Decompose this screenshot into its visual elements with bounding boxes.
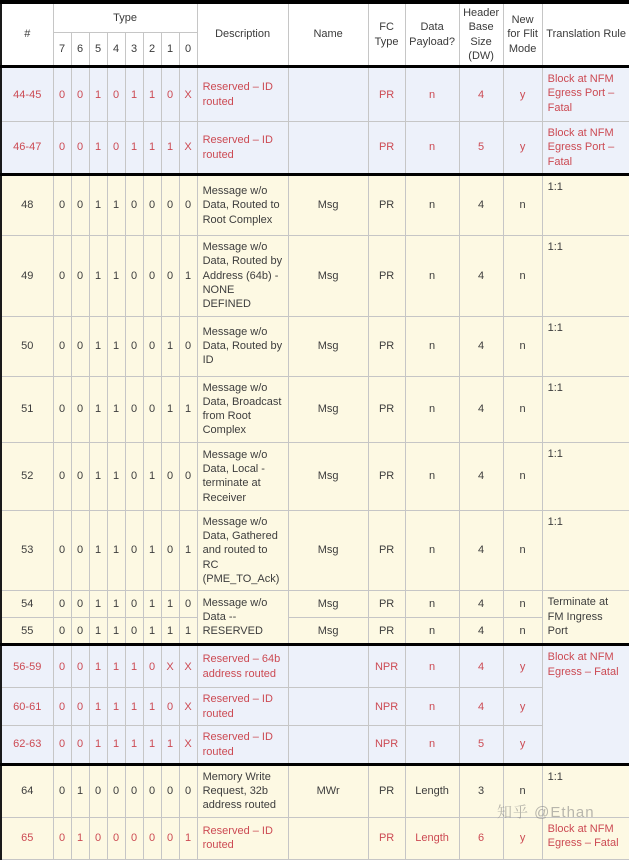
bit-cell: 0 <box>125 591 143 618</box>
bit-cell: 0 <box>125 764 143 817</box>
description-cell: Message w/o Data, Broadcast from Root Complex <box>197 376 288 442</box>
header-size-cell: 6 <box>459 817 503 859</box>
translation-rule-cell: 1:1 <box>542 175 629 236</box>
name-cell: Msg <box>288 236 368 316</box>
row-id-cell: 52 <box>1 442 53 510</box>
description-cell: Message w/o Data, Local - terminate at Receiver <box>197 442 288 510</box>
bit-cell: 1 <box>107 510 125 590</box>
bit-cell: 0 <box>53 817 71 859</box>
fc-type-cell: PR <box>368 510 405 590</box>
translation-rule-cell: 1:1 <box>542 236 629 316</box>
bit-cell: 0 <box>53 618 71 645</box>
bit-cell: 0 <box>161 175 179 236</box>
data-payload-cell: n <box>405 442 459 510</box>
row-id-cell: 46-47 <box>1 122 53 175</box>
col-header-bit-6: 6 <box>71 33 89 67</box>
data-payload-cell: n <box>405 67 459 122</box>
bit-cell: 0 <box>71 591 89 618</box>
name-cell <box>288 726 368 765</box>
table-header <box>1 2 629 67</box>
bit-cell: 0 <box>53 175 71 236</box>
bit-cell: 1 <box>125 122 143 175</box>
translation-rule-cell: 1:1 <box>542 510 629 590</box>
bit-cell: 1 <box>71 764 89 817</box>
bit-cell: 0 <box>71 175 89 236</box>
bit-cell: 0 <box>71 726 89 765</box>
bit-cell: 1 <box>143 726 161 765</box>
description-cell: Reserved – ID routed <box>197 67 288 122</box>
bit-cell: 0 <box>179 442 197 510</box>
fc-type-cell: PR <box>368 175 405 236</box>
flit-mode-cell: n <box>503 510 542 590</box>
flit-mode-cell: y <box>503 726 542 765</box>
header-size-cell: 4 <box>459 67 503 122</box>
name-cell: Msg <box>288 618 368 645</box>
table-row <box>1 376 629 442</box>
description-cell: Message w/o Data -- RESERVED <box>197 591 288 645</box>
row-id-cell: 54 <box>1 591 53 618</box>
bit-cell: 0 <box>161 67 179 122</box>
bit-cell: 1 <box>125 645 143 688</box>
bit-cell: 0 <box>71 618 89 645</box>
header-size-cell: 5 <box>459 726 503 765</box>
name-cell <box>288 122 368 175</box>
name-cell <box>288 688 368 726</box>
bit-cell: 1 <box>107 618 125 645</box>
flit-mode-cell: n <box>503 376 542 442</box>
flit-mode-cell: n <box>503 618 542 645</box>
bit-cell: 1 <box>179 618 197 645</box>
description-cell: Message w/o Data, Routed to Root Complex <box>197 175 288 236</box>
row-id-cell: 49 <box>1 236 53 316</box>
bit-cell: 0 <box>71 316 89 376</box>
row-id-cell: 64 <box>1 764 53 817</box>
description-cell: Reserved – ID routed <box>197 817 288 859</box>
description-cell: Memory Write Request, 32b address routed <box>197 764 288 817</box>
data-payload-cell: n <box>405 316 459 376</box>
header-size-cell: 4 <box>459 376 503 442</box>
bit-cell: 0 <box>161 442 179 510</box>
row-id-cell: 51 <box>1 376 53 442</box>
watermark: 知乎 @Ethan <box>497 804 595 821</box>
description-cell: Message w/o Data, Routed by Address (64b) - NONE DEFINED <box>197 236 288 316</box>
bit-cell: 0 <box>161 764 179 817</box>
row-id-cell: 53 <box>1 510 53 590</box>
bit-cell: 1 <box>89 726 107 765</box>
col-header-new-for-flit-mode: New for Flit Mode <box>503 2 542 67</box>
table-row <box>1 688 629 726</box>
translation-rule-cell: 1:1 <box>542 376 629 442</box>
table-row <box>1 316 629 376</box>
bit-cell: 1 <box>89 591 107 618</box>
table-row <box>1 764 629 817</box>
table-body <box>1 67 629 860</box>
bit-cell: 1 <box>89 442 107 510</box>
bit-cell: 0 <box>143 175 161 236</box>
col-header-bit-5: 5 <box>89 33 107 67</box>
bit-cell: 0 <box>71 510 89 590</box>
bit-cell: X <box>179 645 197 688</box>
bit-cell: 1 <box>89 175 107 236</box>
bit-cell: 0 <box>53 236 71 316</box>
bit-cell: 0 <box>53 591 71 618</box>
bit-cell: 0 <box>89 817 107 859</box>
bit-cell: 0 <box>53 645 71 688</box>
bit-cell: 1 <box>179 376 197 442</box>
data-payload-cell: Length <box>405 817 459 859</box>
table-row <box>1 726 629 765</box>
translation-rule-cell: 1:1 <box>542 442 629 510</box>
data-payload-cell: n <box>405 726 459 765</box>
flit-mode-cell: y <box>503 817 542 859</box>
bit-cell: 1 <box>107 688 125 726</box>
row-id-cell: 60-61 <box>1 688 53 726</box>
bit-cell: 1 <box>89 645 107 688</box>
fc-type-cell: PR <box>368 817 405 859</box>
table-row <box>1 236 629 316</box>
table-row <box>1 122 629 175</box>
bit-cell: 0 <box>143 316 161 376</box>
flit-mode-cell: n <box>503 591 542 618</box>
table-row <box>1 817 629 859</box>
bit-cell: X <box>179 122 197 175</box>
bit-cell: 0 <box>71 67 89 122</box>
bit-cell: 0 <box>125 817 143 859</box>
translation-rule-cell: Block at NFM Egress – Fatal <box>542 817 629 859</box>
name-cell: Msg <box>288 442 368 510</box>
name-cell: Msg <box>288 175 368 236</box>
name-cell <box>288 67 368 122</box>
bit-cell: 1 <box>125 688 143 726</box>
bit-cell: 0 <box>53 67 71 122</box>
bit-cell: 0 <box>125 236 143 316</box>
data-payload-cell: n <box>405 510 459 590</box>
bit-cell: 0 <box>53 376 71 442</box>
bit-cell: 1 <box>89 122 107 175</box>
table-row <box>1 591 629 618</box>
fc-type-cell: NPR <box>368 688 405 726</box>
header-size-cell: 4 <box>459 442 503 510</box>
fc-type-cell: PR <box>368 618 405 645</box>
bit-cell: 0 <box>179 175 197 236</box>
header-size-cell: 4 <box>459 688 503 726</box>
bit-cell: 0 <box>71 376 89 442</box>
bit-cell: 0 <box>107 817 125 859</box>
header-size-cell: 4 <box>459 618 503 645</box>
row-id-cell: 65 <box>1 817 53 859</box>
bit-cell: 0 <box>53 726 71 765</box>
row-id-cell: 56-59 <box>1 645 53 688</box>
bit-cell: 1 <box>89 510 107 590</box>
col-header-type-group: Type <box>53 2 197 33</box>
col-header-number: # <box>1 2 53 67</box>
bit-cell: 1 <box>89 67 107 122</box>
row-id-cell: 44-45 <box>1 67 53 122</box>
header-size-cell: 4 <box>459 236 503 316</box>
table-row <box>1 442 629 510</box>
description-cell: Reserved – ID routed <box>197 688 288 726</box>
bit-cell: 0 <box>143 236 161 316</box>
data-payload-cell: n <box>405 122 459 175</box>
fc-type-cell: PR <box>368 591 405 618</box>
table-row <box>1 510 629 590</box>
col-header-description: Description <box>197 2 288 67</box>
bit-cell: 0 <box>143 764 161 817</box>
bit-cell: 1 <box>125 67 143 122</box>
fc-type-cell: NPR <box>368 726 405 765</box>
table-row <box>1 618 629 645</box>
data-payload-cell: n <box>405 236 459 316</box>
col-header-translation-rule: Translation Rule <box>542 2 629 67</box>
row-id-cell: 62-63 <box>1 726 53 765</box>
data-payload-cell: Length <box>405 764 459 817</box>
bit-cell: 1 <box>143 591 161 618</box>
bit-cell: 1 <box>89 236 107 316</box>
name-cell <box>288 645 368 688</box>
bit-cell: 1 <box>179 510 197 590</box>
description-cell: Message w/o Data, Gathered and routed to RC (PME_TO_Ack) <box>197 510 288 590</box>
translation-rule-cell: Block at NFM Egress – Fatal <box>542 645 629 765</box>
bit-cell: 0 <box>71 442 89 510</box>
bit-cell: 0 <box>161 688 179 726</box>
bit-cell: 1 <box>107 442 125 510</box>
bit-cell: 1 <box>161 316 179 376</box>
description-cell: Reserved – ID routed <box>197 726 288 765</box>
bit-cell: 0 <box>71 236 89 316</box>
bit-cell: 0 <box>89 764 107 817</box>
bit-cell: 1 <box>161 376 179 442</box>
bit-cell: 0 <box>125 618 143 645</box>
header-size-cell: 4 <box>459 591 503 618</box>
name-cell: MWr <box>288 764 368 817</box>
flit-mode-cell: y <box>503 688 542 726</box>
name-cell <box>288 817 368 859</box>
bit-cell: 1 <box>107 175 125 236</box>
bit-cell: 0 <box>179 591 197 618</box>
flit-mode-cell: n <box>503 316 542 376</box>
fc-type-cell: PR <box>368 764 405 817</box>
bit-cell: 1 <box>107 645 125 688</box>
fc-type-cell: PR <box>368 236 405 316</box>
col-header-bit-7: 7 <box>53 33 71 67</box>
flit-mode-cell: y <box>503 645 542 688</box>
table-row <box>1 67 629 122</box>
description-cell: Reserved – 64b address routed <box>197 645 288 688</box>
name-cell: Msg <box>288 591 368 618</box>
bit-cell: 1 <box>143 688 161 726</box>
col-header-bit-1: 1 <box>161 33 179 67</box>
col-header-bit-0: 0 <box>179 33 197 67</box>
bit-cell: 1 <box>107 376 125 442</box>
translation-rule-cell: 1:1 <box>542 316 629 376</box>
col-header-bit-3: 3 <box>125 33 143 67</box>
bit-cell: 0 <box>107 122 125 175</box>
col-header-header-base-size: Header Base Size (DW) <box>459 2 503 67</box>
bit-cell: 1 <box>179 236 197 316</box>
description-cell: Reserved – ID routed <box>197 122 288 175</box>
bit-cell: 0 <box>53 442 71 510</box>
header-size-cell: 4 <box>459 316 503 376</box>
bit-cell: 0 <box>53 510 71 590</box>
bit-cell: 0 <box>71 645 89 688</box>
bit-cell: 0 <box>71 688 89 726</box>
description-cell: Message w/o Data, Routed by ID <box>197 316 288 376</box>
data-payload-cell: n <box>405 688 459 726</box>
bit-cell: 1 <box>161 726 179 765</box>
bit-cell: 0 <box>143 645 161 688</box>
col-header-fc-type: FC Type <box>368 2 405 67</box>
bit-cell: 0 <box>143 376 161 442</box>
header-size-cell: 5 <box>459 122 503 175</box>
fc-type-cell: PR <box>368 376 405 442</box>
col-header-bit-4: 4 <box>107 33 125 67</box>
col-header-name: Name <box>288 2 368 67</box>
table-row <box>1 175 629 236</box>
bit-cell: 0 <box>161 236 179 316</box>
bit-cell: 1 <box>179 817 197 859</box>
data-payload-cell: n <box>405 618 459 645</box>
bit-cell: 0 <box>107 764 125 817</box>
translation-rule-cell: 1:1 <box>542 764 629 817</box>
flit-mode-cell: n <box>503 175 542 236</box>
bit-cell: 0 <box>53 316 71 376</box>
flit-mode-cell: y <box>503 67 542 122</box>
row-id-cell: 50 <box>1 316 53 376</box>
bit-cell: 0 <box>161 510 179 590</box>
bit-cell: 1 <box>161 122 179 175</box>
data-payload-cell: n <box>405 376 459 442</box>
bit-cell: 1 <box>143 510 161 590</box>
translation-rule-cell: Terminate at FM Ingress Port <box>542 591 629 645</box>
fc-type-cell: PR <box>368 67 405 122</box>
bit-cell: 0 <box>125 442 143 510</box>
bit-cell: 0 <box>125 510 143 590</box>
header-size-cell: 4 <box>459 175 503 236</box>
bit-cell: 1 <box>107 726 125 765</box>
flit-mode-cell: n <box>503 764 542 817</box>
bit-cell: 1 <box>143 442 161 510</box>
bit-cell: 0 <box>71 122 89 175</box>
bit-cell: 0 <box>125 175 143 236</box>
data-payload-cell: n <box>405 175 459 236</box>
col-header-data-payload: Data Payload? <box>405 2 459 67</box>
bit-cell: 0 <box>125 316 143 376</box>
bit-cell: 1 <box>143 67 161 122</box>
header-size-cell: 4 <box>459 510 503 590</box>
bit-cell: X <box>179 726 197 765</box>
bit-cell: 0 <box>179 764 197 817</box>
flit-mode-cell: y <box>503 122 542 175</box>
fc-type-cell: NPR <box>368 645 405 688</box>
bit-cell: 1 <box>143 618 161 645</box>
flit-mode-cell: n <box>503 236 542 316</box>
bit-cell: 1 <box>143 122 161 175</box>
col-header-bit-2: 2 <box>143 33 161 67</box>
bit-cell: 1 <box>107 316 125 376</box>
bit-cell: 0 <box>53 688 71 726</box>
bit-cell: 1 <box>89 316 107 376</box>
bit-cell: 0 <box>53 764 71 817</box>
bit-cell: 0 <box>179 316 197 376</box>
bit-cell: 1 <box>125 726 143 765</box>
bit-cell: 0 <box>107 67 125 122</box>
fc-type-cell: PR <box>368 442 405 510</box>
name-cell: Msg <box>288 316 368 376</box>
bit-cell: 1 <box>107 591 125 618</box>
bit-cell: X <box>179 688 197 726</box>
bit-cell: 1 <box>89 618 107 645</box>
fc-type-cell: PR <box>368 122 405 175</box>
fc-type-cell: PR <box>368 316 405 376</box>
bit-cell: 0 <box>143 817 161 859</box>
translation-rule-cell: Block at NFM Egress Port – Fatal <box>542 67 629 122</box>
table-row <box>1 645 629 688</box>
bit-cell: 1 <box>71 817 89 859</box>
data-payload-cell: n <box>405 591 459 618</box>
translation-rule-cell: Block at NFM Egress Port – Fatal <box>542 122 629 175</box>
bit-cell: 1 <box>89 688 107 726</box>
row-id-cell: 48 <box>1 175 53 236</box>
bit-cell: 0 <box>161 817 179 859</box>
bit-cell: 1 <box>161 618 179 645</box>
name-cell: Msg <box>288 510 368 590</box>
data-payload-cell: n <box>405 645 459 688</box>
header-size-cell: 4 <box>459 645 503 688</box>
row-id-cell: 55 <box>1 618 53 645</box>
bit-cell: 1 <box>89 376 107 442</box>
bit-cell: 1 <box>161 591 179 618</box>
bit-cell: 1 <box>107 236 125 316</box>
bit-cell: X <box>161 645 179 688</box>
bit-cell: 0 <box>53 122 71 175</box>
header-size-cell: 3 <box>459 764 503 817</box>
bit-cell: 0 <box>125 376 143 442</box>
bit-cell: X <box>179 67 197 122</box>
name-cell: Msg <box>288 376 368 442</box>
flit-mode-cell: n <box>503 442 542 510</box>
